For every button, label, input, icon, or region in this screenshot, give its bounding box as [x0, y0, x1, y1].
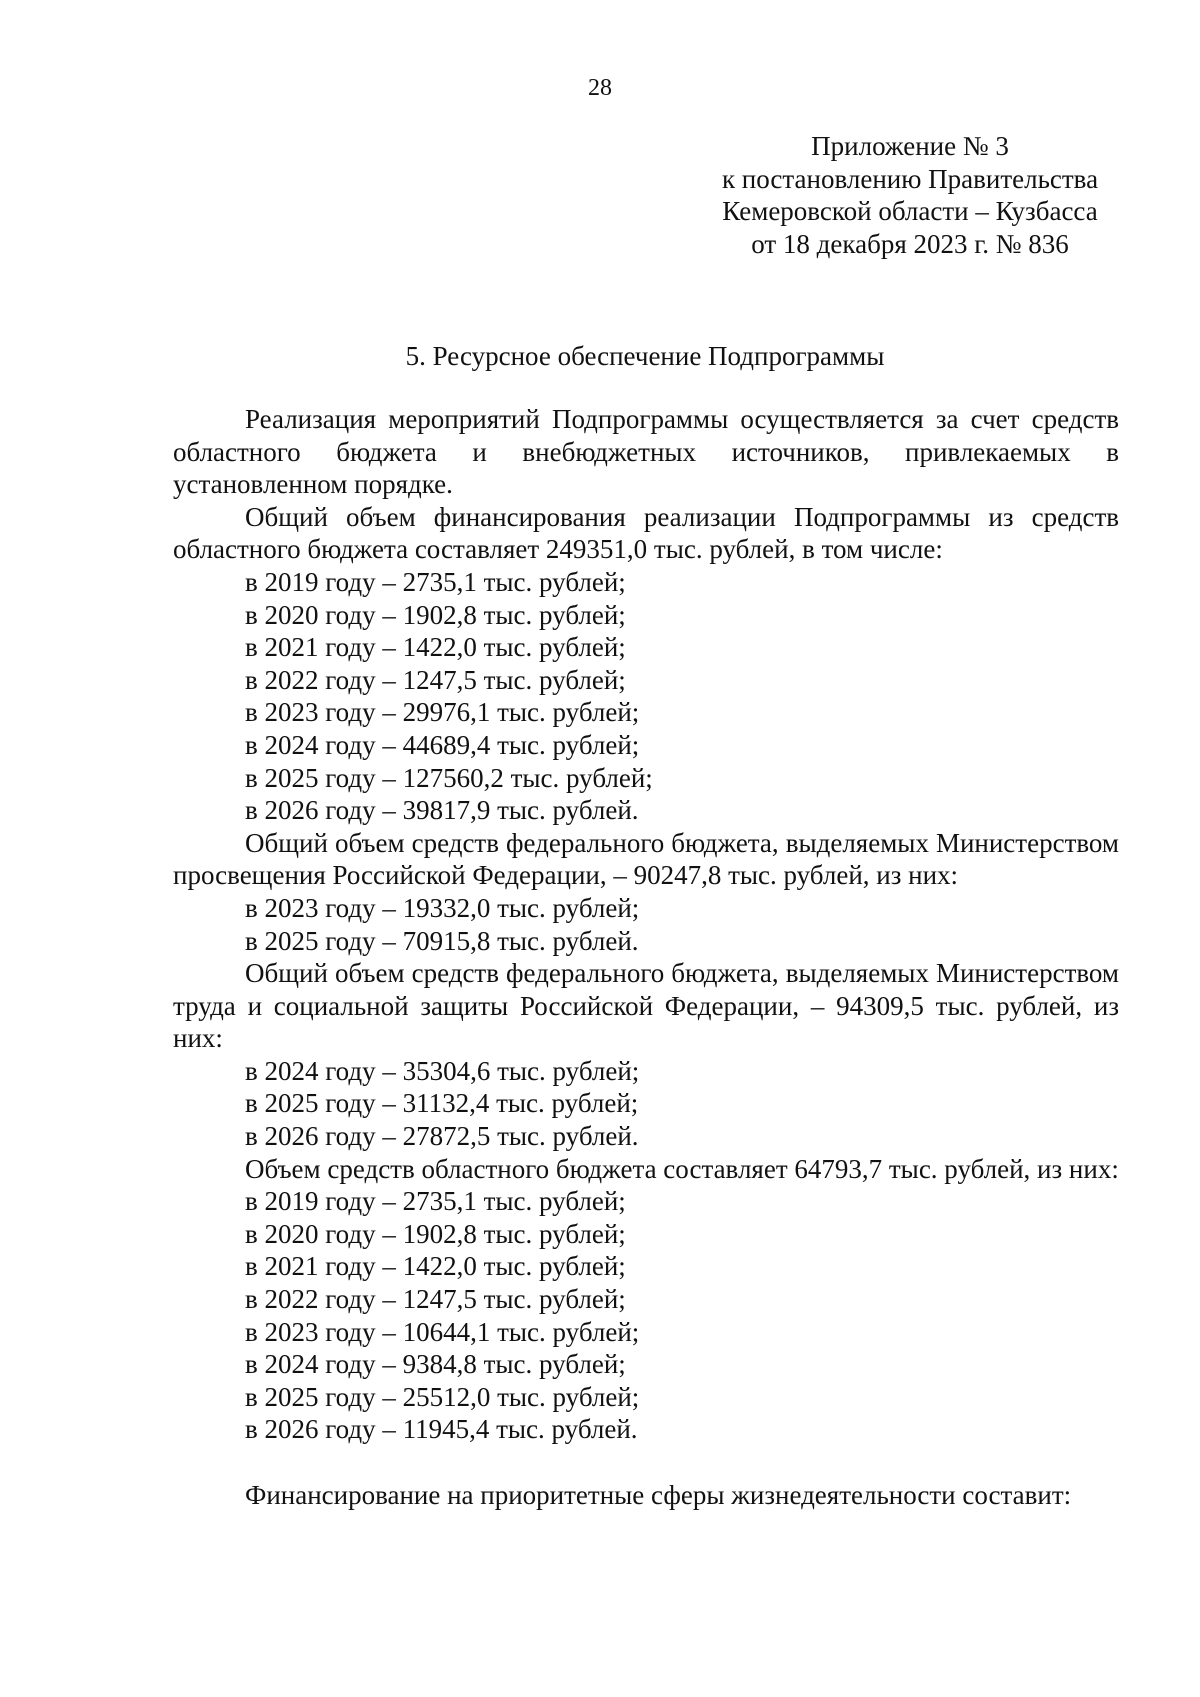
list-item: в 2022 году – 1247,5 тыс. рублей; [245, 664, 626, 695]
paragraph-regional-only: Объем средств областного бюджета составляет 64793,7 тыс. рублей, из них: [245, 1153, 1119, 1184]
list-item: в 2021 году – 1422,0 тыс. рублей; [245, 632, 626, 663]
list-item: в 2023 году – 29976,1 тыс. рублей; [245, 697, 640, 728]
list-item: в 2023 году – 10644,1 тыс. рублей; [245, 1316, 640, 1347]
list-regional-only [173, 1185, 1119, 1446]
list-item: в 2026 году – 11945,4 тыс. рублей. [245, 1414, 638, 1445]
list-item: в 2020 году – 1902,8 тыс. рублей; [245, 1218, 626, 1249]
appendix-line: к постановлению Правительства [721, 163, 1099, 194]
section-title: 5. Ресурсное обеспечение Подпрограммы [405, 341, 885, 371]
list-item: в 2019 году – 2735,1 тыс. рублей; [245, 566, 626, 597]
list-item: в 2019 году – 2735,1 тыс. рублей; [245, 1186, 626, 1217]
paragraph-intro: Реализация мероприятий Подпрограммы осуществляется за счет средств областного бюджета и внебюджетных источников, привлекаемых в установленном порядке. [173, 404, 1119, 500]
list-item: в 2026 году – 27872,5 тыс. рублей. [245, 1121, 639, 1152]
list-item: в 2020 году – 1902,8 тыс. рублей; [245, 599, 626, 630]
list-federal-education [173, 892, 1119, 957]
appendix-header [680, 130, 1140, 260]
appendix-line: Кемеровской области – Кузбасса [722, 196, 1098, 226]
paragraph-federal-labor: Общий объем средств федерального бюджета, выделяемых Министерством труда и социальной защиты Российской Федерации, – 94309,5 тыс. рублей, из них: [173, 958, 1119, 1054]
list-item: в 2024 году – 9384,8 тыс. рублей; [245, 1349, 626, 1380]
appendix-line: Приложение № 3 [811, 131, 1009, 161]
list-item: в 2026 году – 39817,9 тыс. рублей. [245, 795, 639, 826]
document-body [173, 403, 1119, 1511]
paragraph-priority: Финансирование на приоритетные сферы жизнедеятельности составит: [245, 1479, 1072, 1510]
paragraph-federal-education: Общий объем средств федерального бюджета, выделяемых Министерством просвещения Российской Федерации, – 90247,8 тыс. рублей, из них: [173, 827, 1119, 891]
list-total-regional [173, 566, 1119, 827]
list-item: в 2022 году – 1247,5 тыс. рублей; [245, 1284, 626, 1315]
page-number: 28 [588, 75, 612, 101]
list-item: в 2024 году – 35304,6 тыс. рублей; [245, 1055, 640, 1086]
paragraph-total-regional: Общий объем финансирования реализации Подпрограммы из средств областного бюджета составляет 249351,0 тыс. рублей, в том числе: [173, 501, 1119, 565]
list-item: в 2025 году – 127560,2 тыс. рублей; [245, 762, 653, 793]
list-item: в 2024 году – 44689,4 тыс. рублей; [245, 729, 640, 760]
list-item: в 2025 году – 31132,4 тыс. рублей; [245, 1088, 639, 1119]
appendix-line: от 18 декабря 2023 г. № 836 [751, 228, 1069, 259]
list-item: в 2021 году – 1422,0 тыс. рублей; [245, 1251, 626, 1282]
list-item: в 2025 году – 70915,8 тыс. рублей. [245, 925, 639, 956]
list-item: в 2023 году – 19332,0 тыс. рублей; [245, 892, 640, 923]
blank-line [173, 1446, 1119, 1479]
list-federal-labor [173, 1055, 1119, 1153]
list-item: в 2025 году – 25512,0 тыс. рублей; [245, 1381, 640, 1412]
